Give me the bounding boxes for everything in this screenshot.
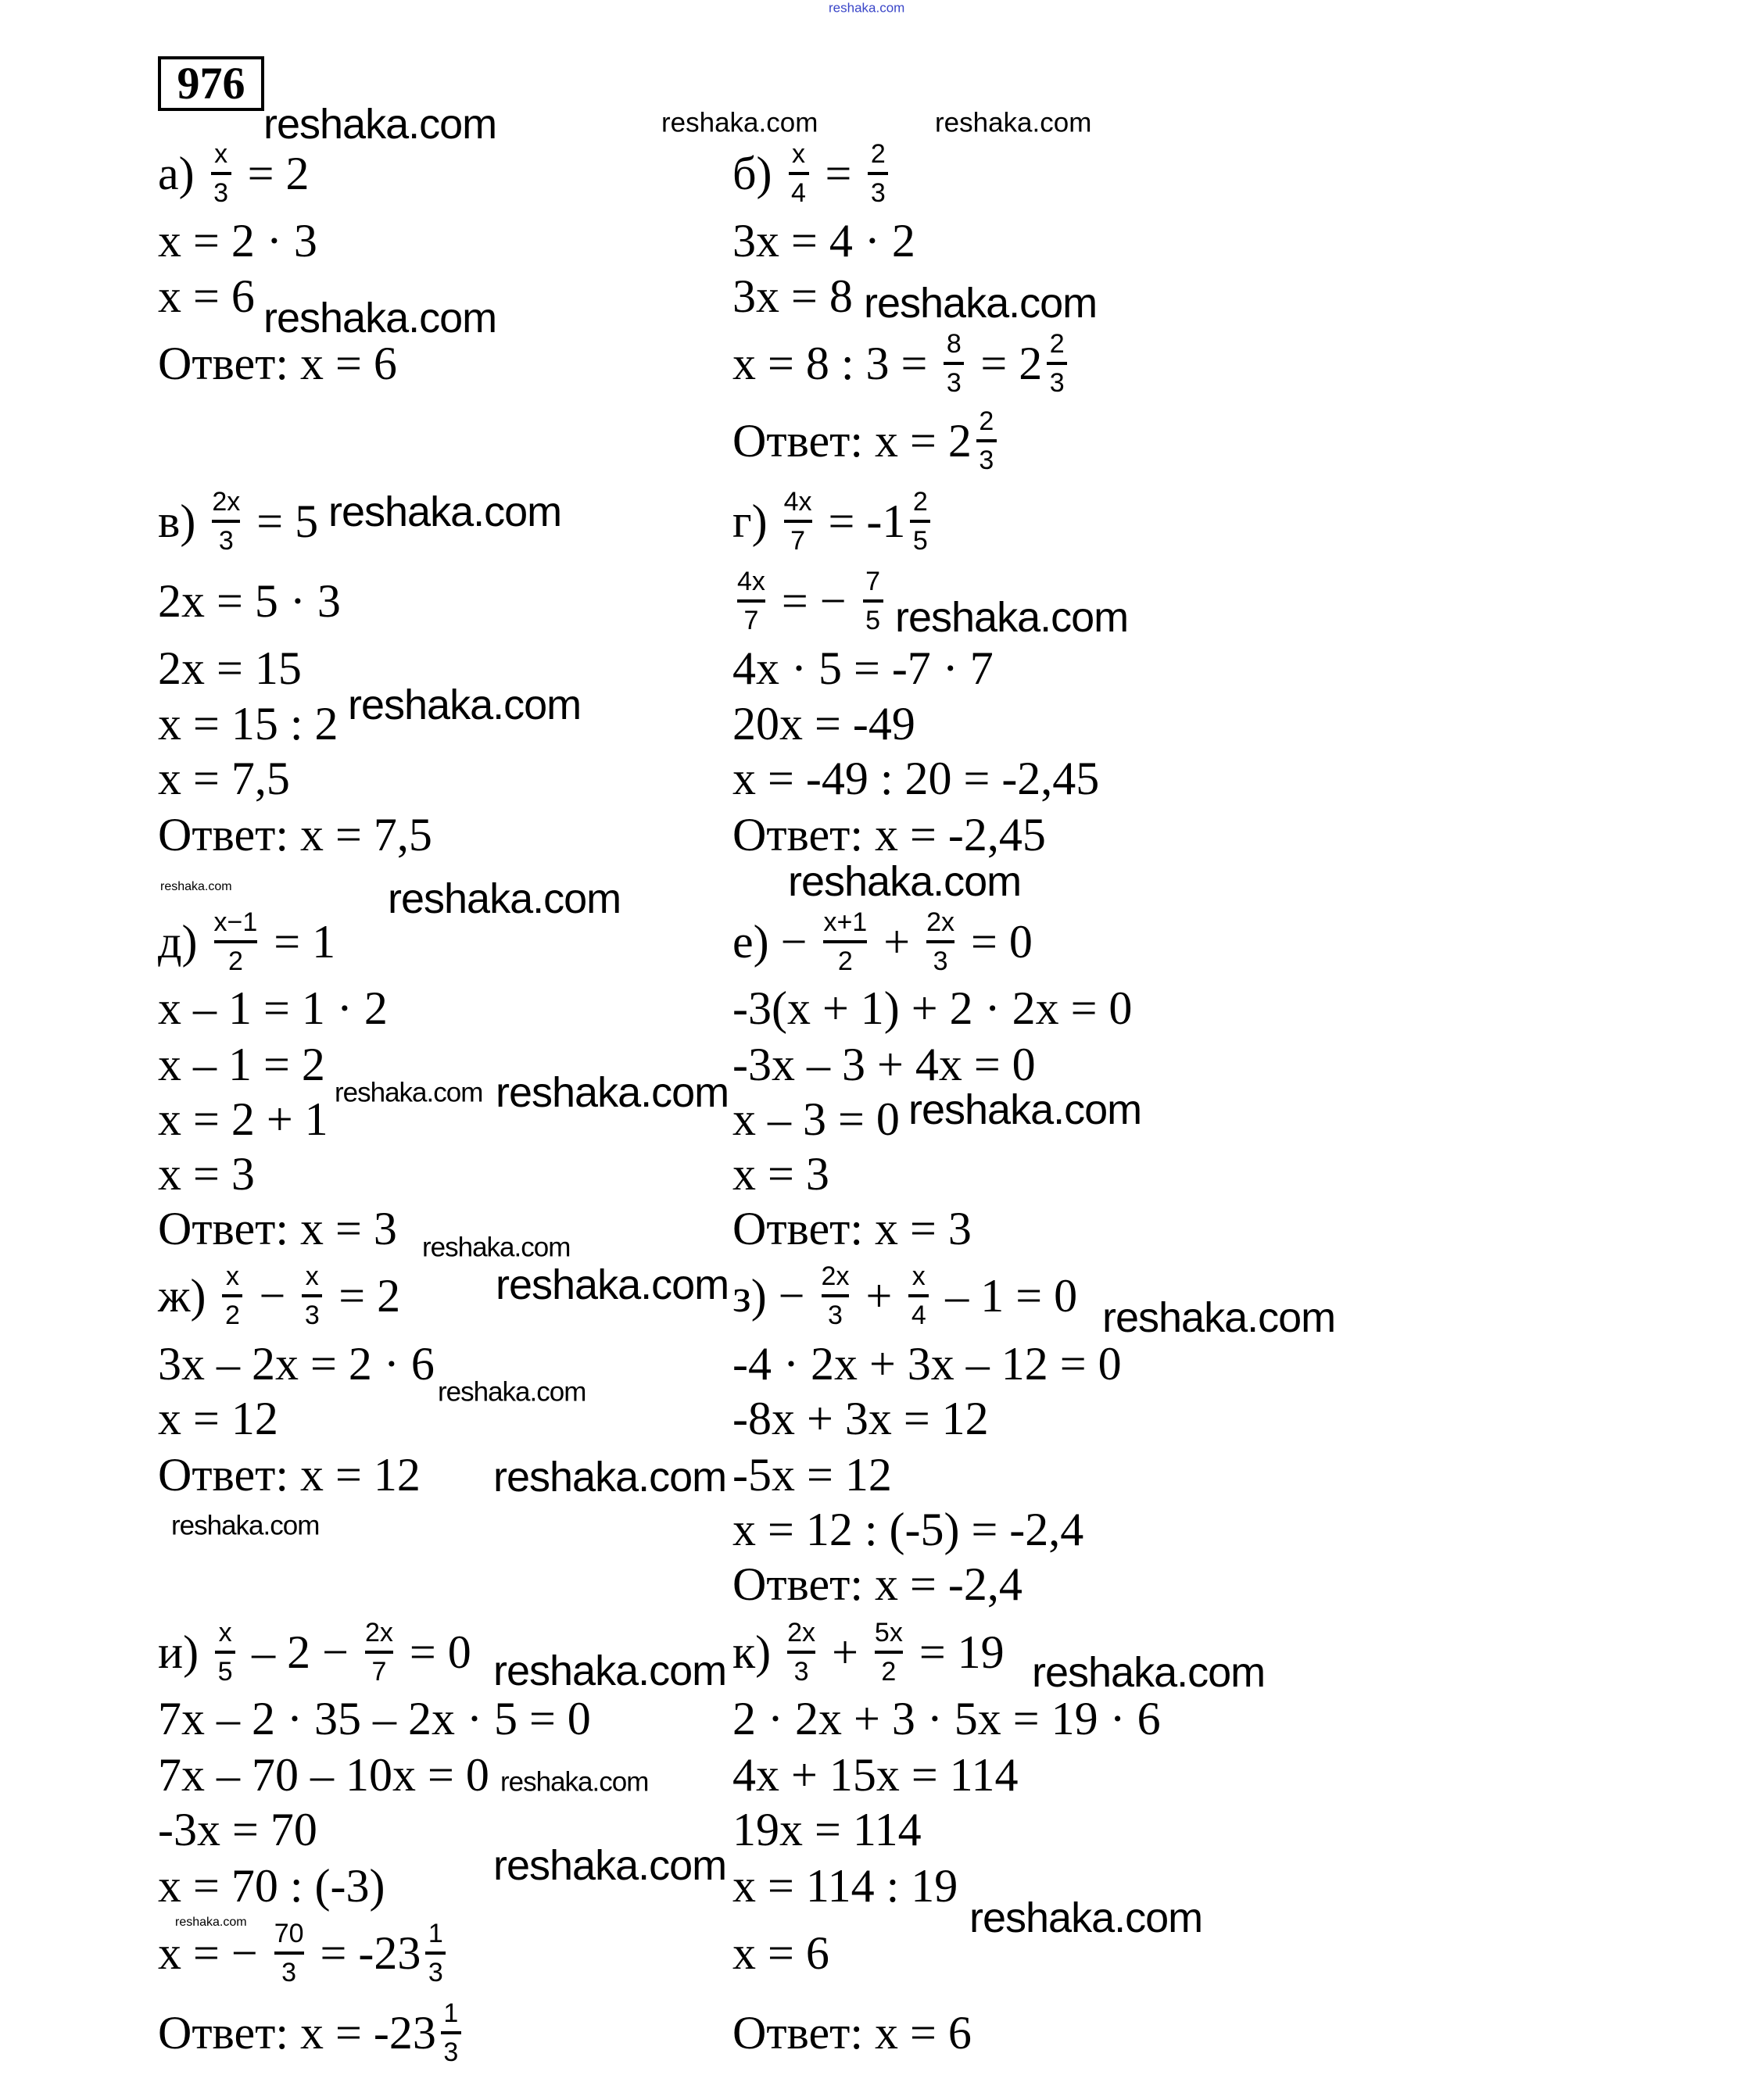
equation-text: б): [732, 148, 784, 199]
equation-text: 3x = 8: [732, 270, 853, 322]
fraction: [784, 487, 812, 556]
solution-line: [158, 215, 317, 267]
equation-text: +: [872, 916, 922, 968]
equation-text: Ответ: x = 6: [158, 338, 397, 389]
solution-line: [158, 1093, 328, 1145]
solution-line: [732, 1927, 829, 1979]
equation-text: в): [158, 495, 208, 547]
equation-text: 4x · 5 = -7 · 7: [732, 642, 994, 694]
solution-line: [158, 575, 341, 627]
solution-line: [158, 811, 432, 858]
fraction-bar: [441, 2031, 461, 2034]
numerator: 2x: [926, 907, 954, 937]
fraction: [737, 567, 765, 635]
solution-line: [158, 1148, 255, 1200]
fraction: [302, 1261, 322, 1330]
equation-text: ж): [158, 1270, 218, 1322]
equation-text: -3x = 70: [158, 1804, 317, 1855]
equation-text: x – 1 = 2: [158, 1039, 325, 1090]
fraction: [212, 487, 240, 556]
numerator: 70: [274, 1919, 304, 1948]
watermark: reshaka.com: [908, 1086, 1142, 1133]
fraction: [976, 406, 997, 475]
watermark: reshaka.com: [935, 107, 1092, 138]
equation-text: x – 1 = 1 · 2: [158, 982, 388, 1034]
equation-text: = 2: [969, 338, 1043, 389]
numerator: 4x: [783, 487, 812, 517]
equation-text: =: [813, 148, 864, 199]
watermark: reshaka.com: [422, 1232, 571, 1263]
solution-line: [732, 329, 1072, 398]
fraction: [215, 1618, 235, 1687]
fraction-bar: [425, 1952, 446, 1955]
solution-line: [158, 642, 302, 694]
watermark: reshaka.com: [496, 1069, 729, 1116]
fraction-bar: [214, 940, 258, 943]
solution-line: [732, 1205, 972, 1252]
equation-text: x = -49 : 20 = -2,45: [732, 753, 1100, 804]
numerator: 2: [979, 406, 994, 436]
denominator: 3: [281, 1958, 297, 1987]
numerator: 8: [946, 329, 962, 359]
equation-text: -3(x + 1) + 2 · 2x = 0: [732, 982, 1133, 1034]
equation-text: x = 15 : 2: [158, 698, 338, 749]
watermark: reshaka.com: [864, 280, 1098, 327]
fraction-bar: [789, 172, 809, 175]
numerator: x: [911, 1261, 926, 1291]
equation-text: 19x = 114: [732, 1804, 922, 1855]
equation-text: Ответ: x = 12: [158, 1449, 421, 1501]
fraction: [274, 1919, 304, 1987]
fraction-bar: [822, 1294, 850, 1297]
fraction-bar: [926, 940, 954, 943]
equation-text: 4x + 15x = 114: [732, 1749, 1019, 1801]
equation-text: – 2 −: [240, 1626, 360, 1678]
equation-text: Ответ: x = -2,4: [732, 1558, 1023, 1610]
solution-line: [732, 1395, 989, 1442]
equation-text: = 0: [958, 916, 1033, 968]
numerator: x−1: [213, 907, 258, 937]
fraction-bar: [863, 599, 883, 603]
numerator: 1: [428, 1919, 443, 1948]
fraction: [823, 907, 867, 976]
solution-line: [158, 1695, 591, 1742]
fraction-bar: [302, 1294, 322, 1297]
solution-line: [158, 1749, 489, 1801]
solution-line: [158, 340, 397, 387]
equation-text: −: [247, 1270, 298, 1322]
equation-text: x = 12: [158, 1393, 278, 1444]
denominator: 4: [791, 178, 806, 208]
watermark: reshaka.com: [1032, 1649, 1266, 1696]
fraction: [365, 1618, 393, 1687]
equation-text: = 5: [245, 495, 319, 547]
solution-line: [158, 1338, 435, 1390]
denominator: 3: [213, 178, 229, 208]
watermark: reshaka.com: [496, 1261, 729, 1308]
numerator: 2x: [212, 487, 241, 517]
fraction: [222, 1261, 242, 1330]
solution-line: [732, 1338, 1122, 1390]
fraction-bar: [365, 1651, 393, 1654]
watermark: reshaka.com: [335, 1077, 483, 1108]
solution-line: [158, 1449, 421, 1501]
equation-text: = 2: [235, 148, 310, 199]
equation-text: к): [732, 1626, 783, 1678]
watermark: reshaka.com: [895, 594, 1129, 641]
equation-text: Ответ: x = 7,5: [158, 809, 432, 860]
solution-line: [732, 1749, 1019, 1801]
solution-line: [732, 567, 888, 635]
watermark: reshaka.com: [263, 295, 497, 342]
solution-line: [732, 811, 1046, 858]
equation-text: 7x – 70 – 10x = 0: [158, 1749, 489, 1801]
equation-text: 2x = 15: [158, 642, 302, 694]
numerator: 2x: [787, 1618, 816, 1647]
denominator: 2: [224, 1300, 240, 1330]
numerator: x: [305, 1261, 319, 1291]
watermark: reshaka.com: [175, 1916, 247, 1929]
equation-text: Ответ: x = 2: [732, 415, 972, 467]
fraction: [441, 1998, 461, 2067]
solution-line: [732, 1261, 1077, 1330]
numerator: 4x: [737, 567, 765, 596]
denominator: 7: [743, 606, 759, 635]
equation-text: з) −: [732, 1270, 817, 1322]
fraction-bar: [737, 599, 765, 603]
solution-line: [158, 1395, 278, 1442]
fraction: [1047, 329, 1067, 398]
equation-text: x = 3: [732, 1148, 829, 1200]
fraction: [822, 1261, 850, 1330]
watermark: reshaka.com: [493, 1454, 727, 1501]
equation-text: x = 70 : (-3): [158, 1860, 385, 1912]
watermark: reshaka.com: [348, 682, 582, 728]
denominator: 4: [911, 1300, 926, 1330]
fraction: [926, 907, 954, 976]
solution-line: [732, 270, 853, 322]
watermark: reshaka.com: [438, 1376, 586, 1408]
equation-text: -5x = 12: [732, 1449, 892, 1501]
watermark: reshaka.com: [493, 1842, 727, 1889]
denominator: 5: [865, 606, 881, 635]
numerator: x: [214, 139, 228, 169]
fraction-bar: [784, 520, 812, 523]
solution-line: [158, 139, 309, 208]
fraction-bar: [222, 1294, 242, 1297]
fraction-bar: [908, 1294, 929, 1297]
fraction-bar: [787, 1651, 815, 1654]
numerator: 2: [912, 487, 928, 517]
equation-text: а): [158, 148, 206, 199]
denominator: 3: [979, 445, 994, 475]
fraction: [868, 139, 888, 208]
fraction: [789, 139, 809, 208]
equation-text: = -1: [816, 495, 906, 547]
fraction: [214, 907, 258, 976]
equation-text: x = 6: [732, 1927, 829, 1979]
solution-line: [732, 700, 915, 747]
solution-line: [732, 215, 915, 267]
solution-line: [732, 1041, 1036, 1088]
solution-line: [158, 1205, 397, 1252]
equation-text: Ответ: x = 3: [732, 1203, 972, 1254]
numerator: 7: [865, 567, 881, 596]
equation-text: = -23: [308, 1927, 421, 1979]
numerator: 2x: [821, 1261, 850, 1291]
equation-text: = 1: [262, 916, 336, 968]
solution-line: [732, 1148, 829, 1200]
equation-text: +: [854, 1270, 904, 1322]
denominator: 3: [933, 946, 948, 976]
fraction-bar: [944, 362, 964, 365]
equation-text: x = 12 : (-5) = -2,4: [732, 1504, 1084, 1555]
watermark: reshaka.com: [160, 880, 232, 893]
equation-text: -4 · 2x + 3x – 12 = 0: [732, 1338, 1122, 1390]
equation-text: = 19: [907, 1626, 1005, 1678]
solution-line: [732, 1860, 958, 1912]
fraction-bar: [215, 1651, 235, 1654]
numerator: 1: [443, 1998, 459, 2028]
fraction: [863, 567, 883, 635]
equation-text: x = 6: [158, 270, 255, 322]
watermark: reshaka.com: [1102, 1294, 1336, 1341]
solution-line: [732, 1806, 922, 1853]
equation-text: 2 · 2x + 3 · 5x = 19 · 6: [732, 1693, 1161, 1744]
solution-line: [158, 487, 318, 556]
equation-text: 2x = 5 · 3: [158, 575, 341, 627]
fraction: [425, 1919, 446, 1987]
denominator: 3: [443, 2037, 459, 2067]
fraction: [875, 1618, 903, 1687]
equation-text: 3x = 4 · 2: [732, 215, 915, 267]
solution-line: [732, 1558, 1023, 1610]
fraction-bar: [1047, 362, 1067, 365]
numerator: x: [225, 1261, 239, 1291]
solution-line: [158, 907, 335, 976]
fraction-bar: [274, 1952, 304, 1955]
equation-text: x = 7,5: [158, 753, 290, 804]
watermark: reshaka.com: [328, 488, 562, 535]
equation-text: е) −: [732, 916, 819, 968]
fraction: [944, 329, 964, 398]
equation-text: -8x + 3x = 12: [732, 1393, 989, 1444]
equation-text: Ответ: x = 3: [158, 1203, 397, 1254]
solution-line: [158, 1618, 471, 1687]
equation-text: +: [820, 1626, 870, 1678]
fraction-bar: [212, 520, 240, 523]
solution-line: [732, 907, 1033, 976]
denominator: 3: [828, 1300, 843, 1330]
solution-line: [158, 1041, 325, 1088]
fraction-bar: [868, 172, 888, 175]
fraction: [787, 1618, 815, 1687]
solution-line: [158, 982, 388, 1034]
solution-line: [732, 755, 1099, 802]
equation-text: = −: [769, 575, 858, 627]
numerator: x: [792, 139, 806, 169]
numerator: x+1: [823, 907, 868, 937]
numerator: 2: [870, 139, 886, 169]
denominator: 3: [428, 1958, 443, 1987]
equation-text: 7x – 2 · 35 – 2x · 5 = 0: [158, 1693, 591, 1744]
watermark: reshaka.com: [500, 1766, 649, 1798]
denominator: 5: [217, 1657, 233, 1687]
problem-number: 976: [158, 56, 264, 111]
solution-line: [732, 1093, 900, 1145]
solution-line: [158, 1860, 385, 1912]
solution-line: [158, 700, 338, 747]
denominator: 3: [218, 526, 234, 556]
equation-text: 3x – 2x = 2 · 6: [158, 1338, 435, 1390]
solution-line: [158, 755, 290, 802]
solution-line: [732, 982, 1133, 1034]
watermark: reshaka.com: [829, 0, 905, 16]
denominator: 2: [837, 946, 853, 976]
equation-text: и): [158, 1626, 211, 1678]
equation-text: Ответ: x = -2,45: [732, 809, 1046, 860]
equation-text: x = 3: [158, 1148, 255, 1200]
equation-text: x = 8 : 3 =: [732, 338, 940, 389]
equation-text: x – 3 = 0: [732, 1093, 900, 1145]
equation-text: x = 2 + 1: [158, 1093, 328, 1145]
equation-text: д): [158, 916, 210, 968]
solution-line: [732, 1618, 1005, 1687]
watermark: reshaka.com: [171, 1510, 320, 1541]
equation-text: x = 114 : 19: [732, 1860, 958, 1912]
fraction-bar: [976, 439, 997, 442]
equation-text: -3x – 3 + 4x = 0: [732, 1039, 1036, 1090]
numerator: 5x: [874, 1618, 903, 1647]
equation-text: 20x = -49: [732, 698, 915, 749]
equation-text: x = 2 · 3: [158, 215, 317, 267]
watermark: reshaka.com: [661, 107, 818, 138]
fraction-bar: [823, 940, 867, 943]
watermark: reshaka.com: [263, 101, 497, 148]
equation-text: – 1 = 0: [933, 1270, 1078, 1322]
watermark: reshaka.com: [493, 1647, 727, 1694]
denominator: 3: [870, 178, 886, 208]
numerator: 2: [1049, 329, 1065, 359]
solution-line: [732, 487, 935, 556]
equation-text: Ответ: x = 6: [732, 2007, 972, 2059]
solution-line: [732, 1449, 892, 1501]
denominator: 3: [793, 1657, 809, 1687]
numerator: 2x: [364, 1618, 393, 1647]
equation-text: = 0: [397, 1626, 471, 1678]
equation-text: = 2: [327, 1270, 401, 1322]
solution-line: [732, 139, 893, 208]
equation-text: Ответ: x = -23: [158, 2007, 436, 2059]
solution-line: [158, 270, 255, 322]
solution-line: [732, 642, 994, 694]
equation-text: г): [732, 495, 779, 547]
fraction: [211, 139, 231, 208]
solution-line: [158, 1919, 450, 1987]
solution-line: [732, 1506, 1083, 1553]
solution-line: [158, 1998, 466, 2067]
watermark: reshaka.com: [388, 875, 621, 922]
watermark: reshaka.com: [969, 1894, 1203, 1941]
denominator: 2: [881, 1657, 897, 1687]
solution-line: [732, 2007, 972, 2059]
denominator: 7: [371, 1657, 387, 1687]
denominator: 3: [304, 1300, 320, 1330]
solution-line: [158, 1261, 400, 1330]
denominator: 3: [946, 368, 962, 398]
fraction-bar: [875, 1651, 903, 1654]
fraction-bar: [211, 172, 231, 175]
watermark: reshaka.com: [788, 858, 1022, 905]
denominator: 2: [227, 946, 243, 976]
denominator: 7: [790, 526, 806, 556]
denominator: 3: [1049, 368, 1065, 398]
solution-line: [732, 1695, 1161, 1742]
solution-line: [158, 1806, 317, 1853]
fraction: [908, 1261, 929, 1330]
fraction: [910, 487, 930, 556]
fraction-bar: [910, 520, 930, 523]
numerator: x: [218, 1618, 232, 1647]
equation-text: x = −: [158, 1927, 270, 1979]
denominator: 5: [912, 526, 928, 556]
solution-line: [732, 406, 1001, 475]
